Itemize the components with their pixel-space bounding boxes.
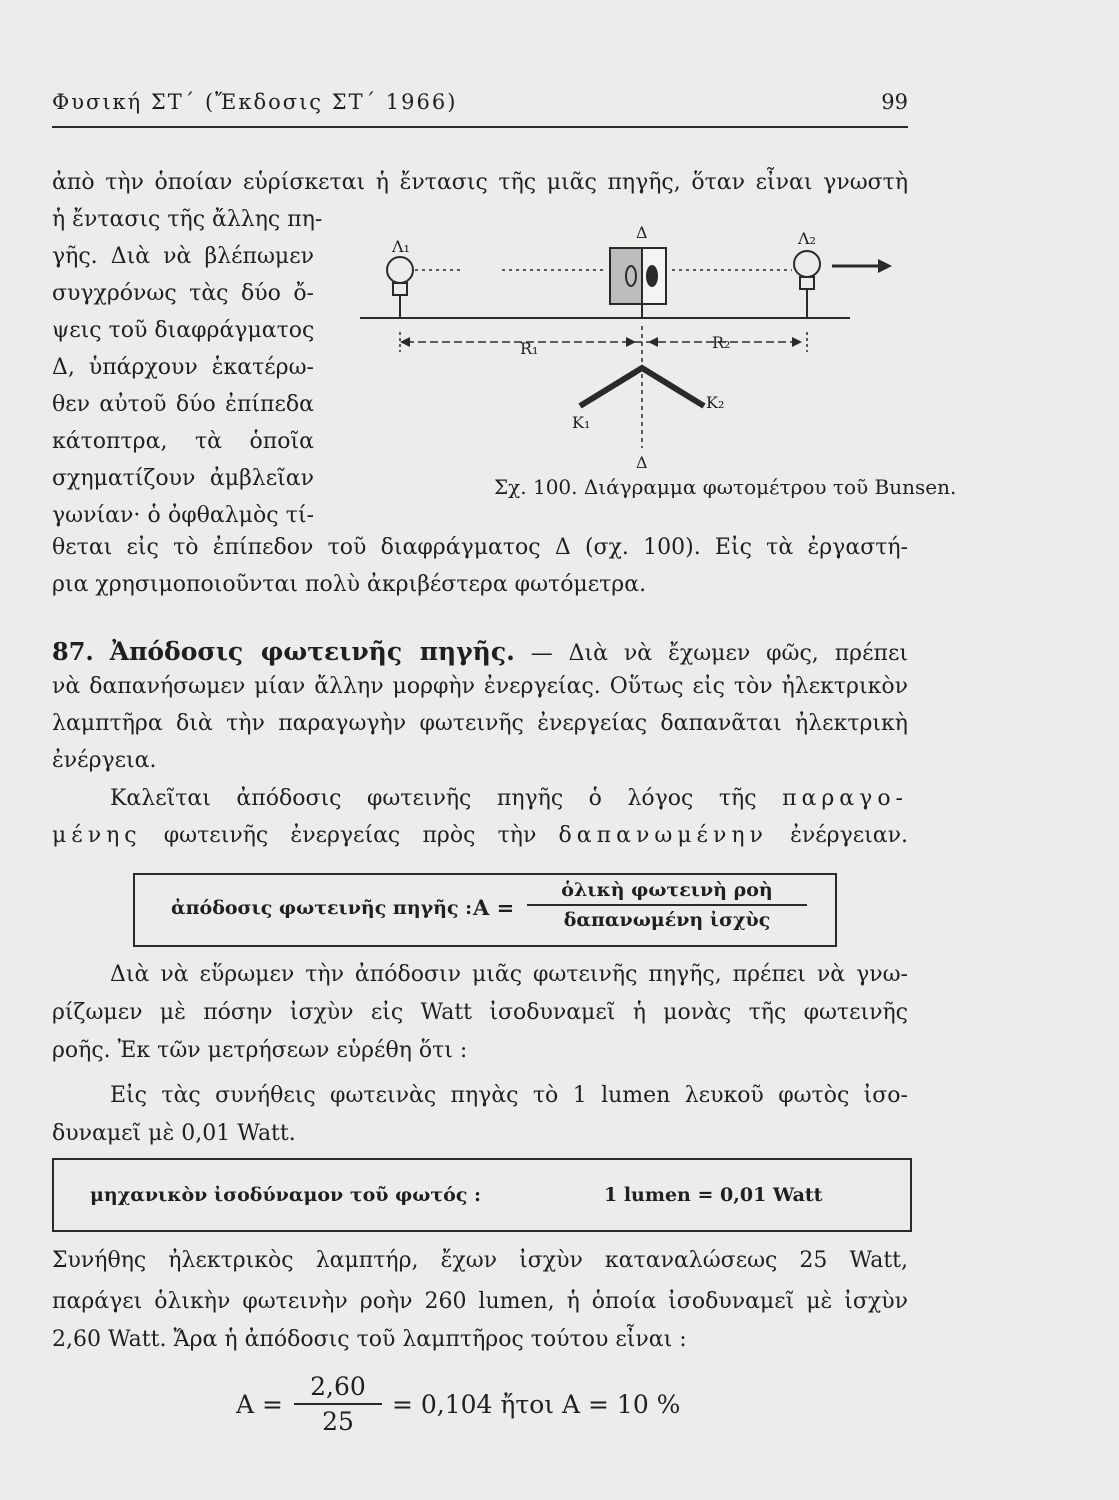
- text-line: ρίζωμεν μὲ πόσην ἰσχὺν εἰς Watt ἰσοδυναμεῖ ἡ μονὰς τῆς φωτεινῆς: [52, 1000, 908, 1025]
- text-span: ἐνέργειαν.: [790, 823, 908, 848]
- emphasis-span: δαπανωμένην: [558, 823, 768, 848]
- text-line: Εἰς τὰς συνήθεις φωτεινὰς πηγὰς τὸ 1 lumen λευκοῦ φωτὸς ἰσο-: [110, 1083, 908, 1108]
- equivalent-label: μηχανικὸν ἰσοδύναμον τοῦ φωτός :: [90, 1184, 482, 1206]
- text-line: κάτοπτρα, τὰ ὁποῖα: [52, 429, 314, 454]
- running-title: Φυσική ΣΤ΄ (Ἔκδοσις ΣΤ΄ 1966): [52, 90, 458, 114]
- section-number: 87.: [52, 637, 94, 666]
- page-header: [52, 90, 908, 120]
- text-line: νὰ δαπανήσωμεν μίαν ἄλλην μορφὴν ἐνεργείας. Οὕτως εἰς τὸν ἠλεκτρικὸν: [52, 674, 908, 699]
- text-line: 2,60 Watt. Ἄρα ἡ ἀπόδοσις τοῦ λαμπτῆρος τούτου εἶναι :: [52, 1327, 687, 1352]
- formula-label: ἀπόδοσις φωτεινῆς πηγῆς :: [171, 897, 473, 919]
- text-line: παράγει ὁλικὴν φωτεινὴν ροὴν 260 lumen, ἡ ὁποία ἰσοδυναμεῖ μὲ ἰσχὺν: [52, 1289, 908, 1314]
- text-line: γῆς. Διὰ νὰ βλέπωμεν: [52, 244, 314, 269]
- label-lamp2: Λ₂: [798, 229, 816, 248]
- equation-numerator: 2,60: [310, 1372, 366, 1401]
- text-line: ψεις τοῦ διαφράγματος: [52, 318, 315, 343]
- text-line: Συνήθης ἠλεκτρικὸς λαμπτήρ, ἔχων ἰσχὺν καταναλώσεως 25 Watt,: [52, 1248, 908, 1273]
- text-line: θεν αὐτοῦ δύο ἐπίπεδα: [52, 392, 314, 417]
- fraction-denominator: δαπανωμένη ἰσχὺς: [563, 909, 771, 931]
- page-number: 99: [881, 90, 908, 114]
- text-line: θεται εἰς τὸ ἐπίπεδον τοῦ διαφράγματος Δ (σχ. 100). Εἰς τὰ ἐργαστή-: [52, 535, 908, 560]
- section-title: Ἀπόδοσις φωτεινῆς πηγῆς.: [109, 637, 515, 666]
- section-heading-line: [52, 637, 908, 667]
- figure-caption: Σχ. 100. Διάγραμμα φωτομέτρου τοῦ Bunsen.: [494, 475, 957, 499]
- label-k2: K₂: [706, 393, 725, 412]
- equation-fraction: [294, 1372, 382, 1436]
- fraction-numerator: ὁλικὴ φωτεινὴ ροὴ: [561, 879, 773, 901]
- text-line: ἐνέργεια.: [52, 748, 157, 773]
- efficiency-formula-box: [133, 873, 837, 947]
- text-line: γωνίαν· ὁ ὀφθαλμὸς τί-: [52, 503, 314, 528]
- label-k1: K₁: [572, 413, 591, 432]
- formula-symbol: A =: [473, 895, 515, 920]
- emphasis-span: μένης: [52, 823, 142, 848]
- text-line: ἡ ἔντασις τῆς ἄλλης πη-: [52, 207, 323, 232]
- label-screen-bottom: Δ: [636, 453, 648, 472]
- equation-lhs: A =: [236, 1390, 283, 1419]
- label-lamp1: Λ₁: [392, 237, 410, 256]
- equation-fraction-bar: [294, 1403, 382, 1405]
- text-line: ρια χρησιμοποιοῦνται πολὺ ἀκριβέστερα φωτόμετρα.: [52, 572, 647, 597]
- text-line: σχηματίζουν ἀμβλεῖαν: [52, 466, 314, 491]
- formula-fraction: [527, 879, 807, 931]
- text-line: ἀπὸ τὴν ὁποίαν εὑρίσκεται ἡ ἔντασις τῆς μιᾶς πηγῆς, ὅταν εἶναι γνωστὴ: [52, 170, 908, 195]
- text-line: λαμπτῆρα διὰ τὴν παραγωγὴν φωτεινῆς ἐνεργείας δαπανᾶται ἠλεκτρικὴ: [52, 711, 908, 736]
- text-span: Καλεῖται ἀπόδοσις φωτεινῆς πηγῆς ὁ λόγος τῆς: [110, 786, 757, 811]
- lamp2-icon: [794, 251, 820, 277]
- text-line: [52, 823, 908, 849]
- label-screen-top: Δ: [636, 223, 648, 242]
- text-line: Διὰ νὰ εὕρωμεν τὴν ἀπόδοσιν μιᾶς φωτεινῆς πηγῆς, πρέπει νὰ γνω-: [110, 962, 908, 987]
- text-line: [110, 786, 908, 812]
- text-line: Δ, ὑπάρχουν ἑκατέρω-: [52, 355, 314, 380]
- mechanical-equivalent-box: [52, 1158, 912, 1232]
- text-span: φωτεινῆς ἐνεργείας πρὸς τὴν: [163, 823, 537, 848]
- equation-result: = 0,104 ἤτοι A = 10 %: [392, 1390, 681, 1419]
- label-r1: R₁: [520, 339, 539, 358]
- lamp1-icon: [387, 257, 413, 283]
- text-line: δυναμεῖ μὲ 0,01 Watt.: [52, 1121, 296, 1146]
- equivalent-value: 1 lumen = 0,01 Watt: [604, 1184, 823, 1206]
- text-span: — Διὰ νὰ ἔχωμεν φῶς, πρέπει: [530, 641, 908, 666]
- text-line: ροῆς. Ἐκ τῶν μετρήσεων εὑρέθη ὅτι :: [52, 1038, 468, 1063]
- bunsen-photometer-diagram: [352, 218, 910, 508]
- efficiency-equation: [236, 1372, 796, 1452]
- emphasis-span: παραγο-: [782, 786, 908, 811]
- equation-denominator: 25: [322, 1407, 354, 1436]
- header-rule: [52, 126, 908, 128]
- text-line: συγχρόνως τὰς δύο ὄ-: [52, 281, 314, 306]
- fraction-bar: [527, 904, 807, 906]
- label-r2: R₂: [712, 333, 731, 352]
